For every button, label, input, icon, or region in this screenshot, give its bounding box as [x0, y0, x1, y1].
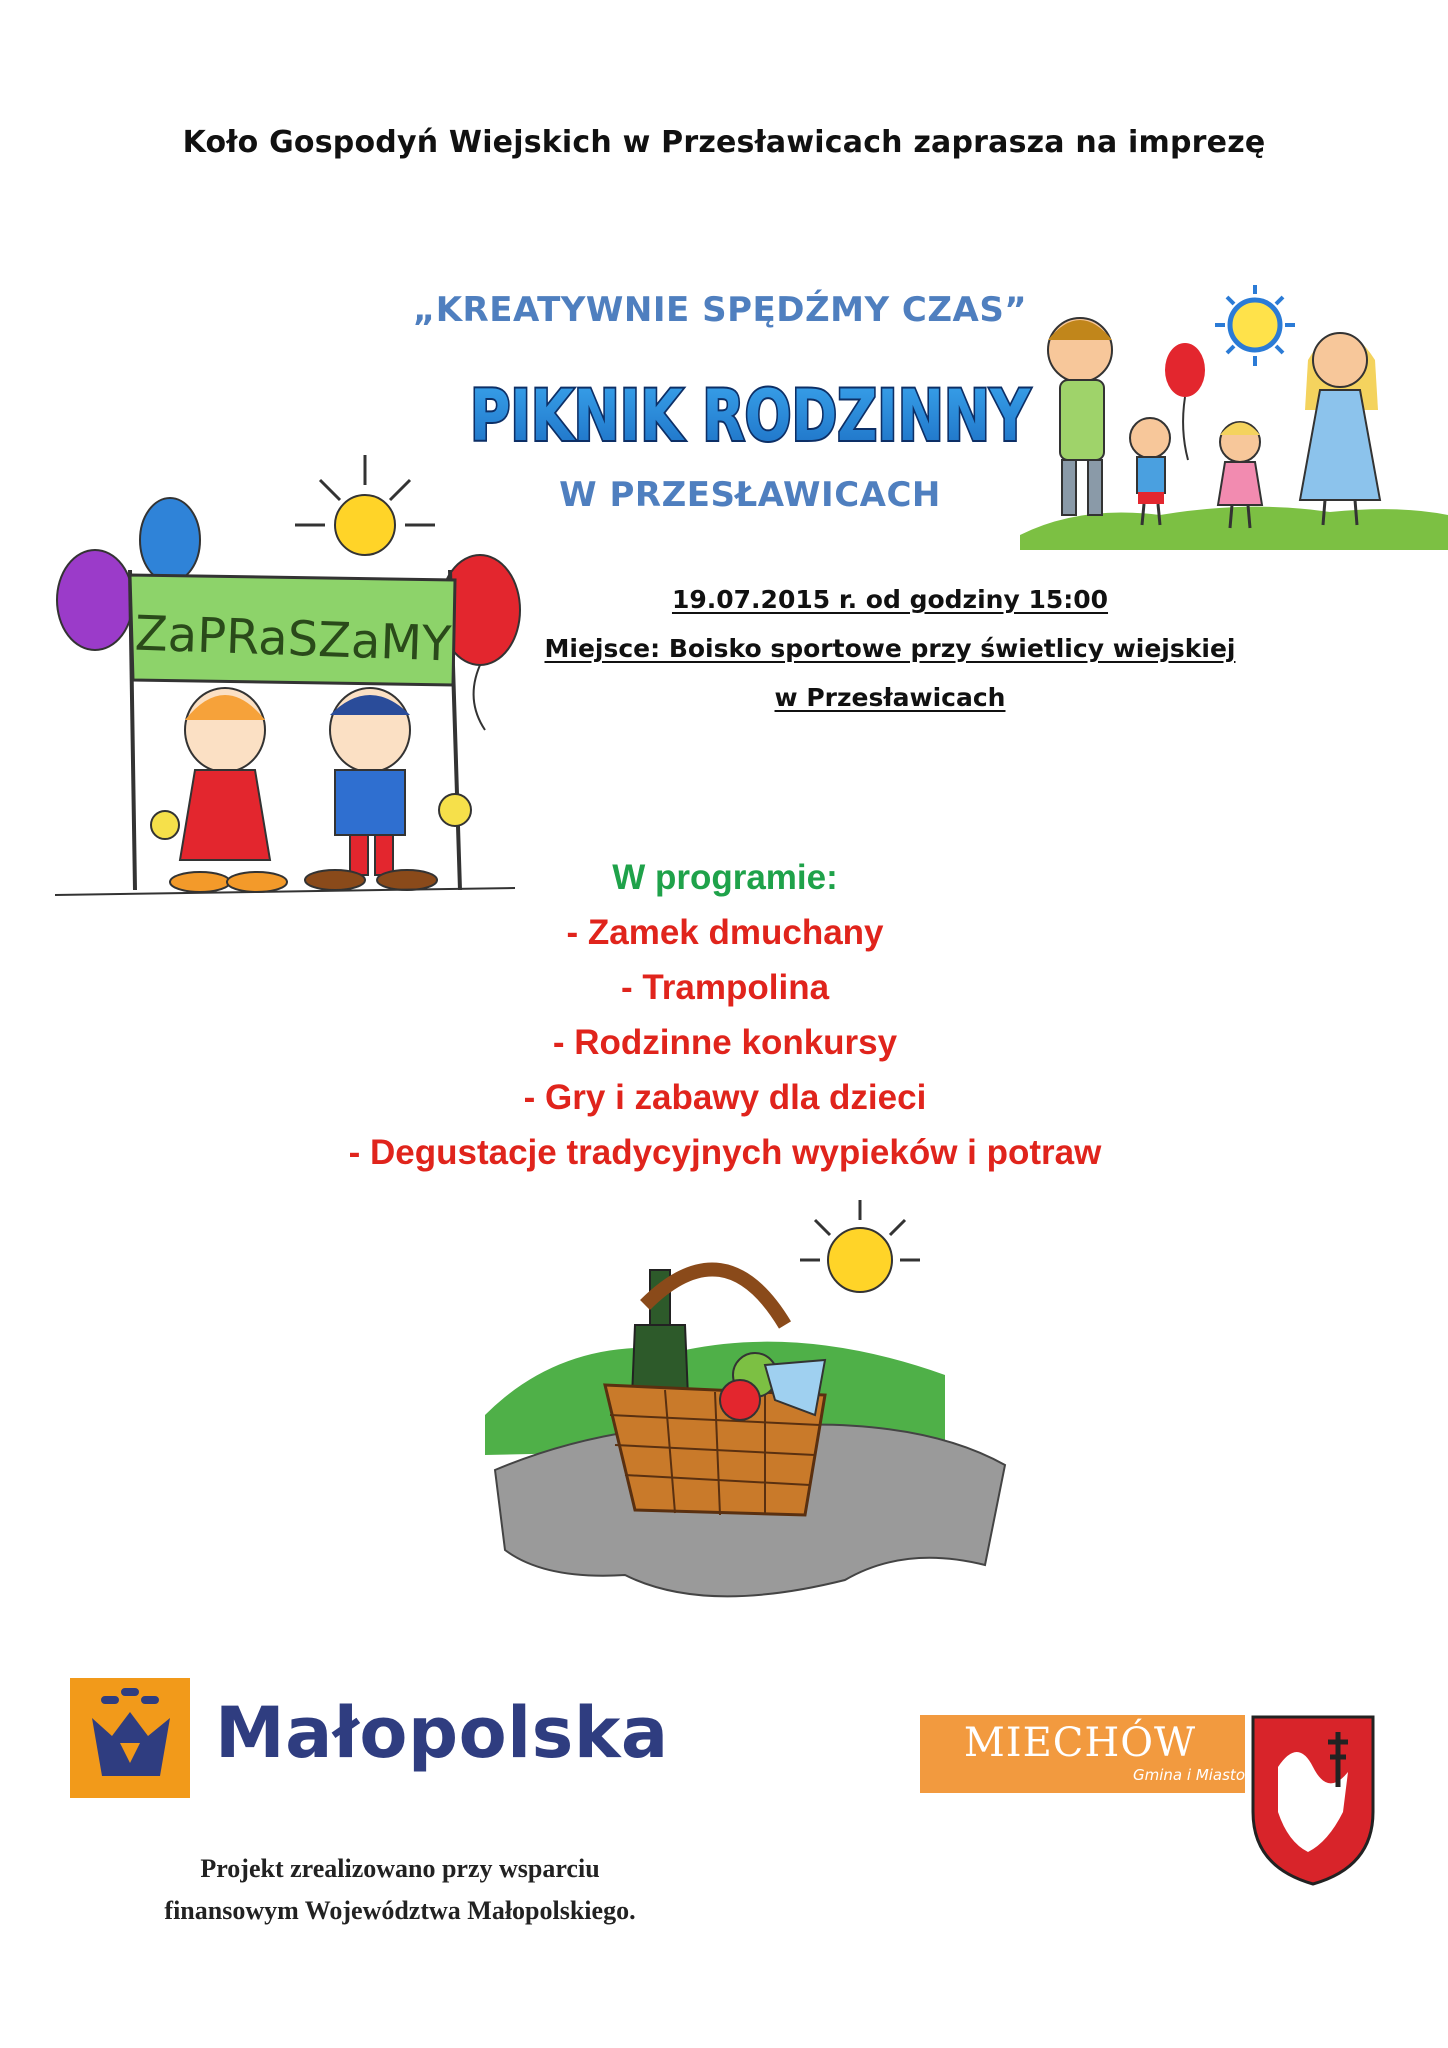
location-title: W PRZESŁAWICACH — [559, 475, 941, 515]
child-figure — [1130, 418, 1170, 525]
program-title: W programie: — [612, 858, 838, 897]
program-item: - Zamek dmuchany — [566, 913, 884, 952]
banner-text: ZaPRaSZaMY — [133, 605, 453, 673]
funding-line1: Projekt zrealizowano przy wsparciu — [200, 1854, 600, 1883]
invitation-header: Koło Gospodyń Wiejskich w Przesławicach zaprasza na imprezę — [182, 125, 1266, 160]
event-slogan: „KREATYWNIE SPĘDŹMY CZAS” — [412, 290, 1028, 330]
malopolska-wordmark: Małopolska — [215, 1692, 669, 1774]
sun-icon — [800, 1200, 920, 1292]
event-name: PIKNIK RODZINNY — [470, 375, 1032, 457]
program-item: - Rodzinne konkursy — [552, 1023, 898, 1062]
picnic-basket-illustration — [485, 1185, 1025, 1615]
program-item: - Degustacje tradycyjnych wypieków i potraw — [348, 1133, 1102, 1172]
funding-note — [90, 1848, 710, 1932]
event-name-wordart — [455, 360, 1045, 470]
sun-icon — [295, 455, 435, 555]
father-figure — [1048, 318, 1112, 515]
balloon-icon — [1165, 343, 1205, 460]
program-item: - Trampolina — [620, 968, 830, 1007]
sun-icon — [1215, 285, 1295, 366]
miechow-name: MIECHÓW — [963, 1720, 1197, 1766]
malopolska-logo-icon — [70, 1678, 190, 1798]
funding-line2: finansowym Województwa Małopolskiego. — [164, 1896, 636, 1925]
miechow-crest-icon — [1248, 1712, 1378, 1887]
family-illustration — [1020, 280, 1448, 550]
event-place-line1: Miejsce: Boisko sportowe przy świetlicy wiejskiej — [544, 634, 1236, 663]
event-place-line2: w Przesławicach — [774, 683, 1006, 712]
miechow-subtitle: Gmina i Miasto — [1133, 1766, 1245, 1784]
mother-figure — [1300, 333, 1380, 526]
program-item: - Gry i zabawy dla dzieci — [523, 1078, 927, 1117]
event-details — [540, 575, 1240, 722]
program-list — [180, 850, 1270, 1180]
welcome-banner-illustration — [35, 440, 535, 920]
event-date-time: 19.07.2015 r. od godziny 15:00 — [671, 585, 1109, 614]
